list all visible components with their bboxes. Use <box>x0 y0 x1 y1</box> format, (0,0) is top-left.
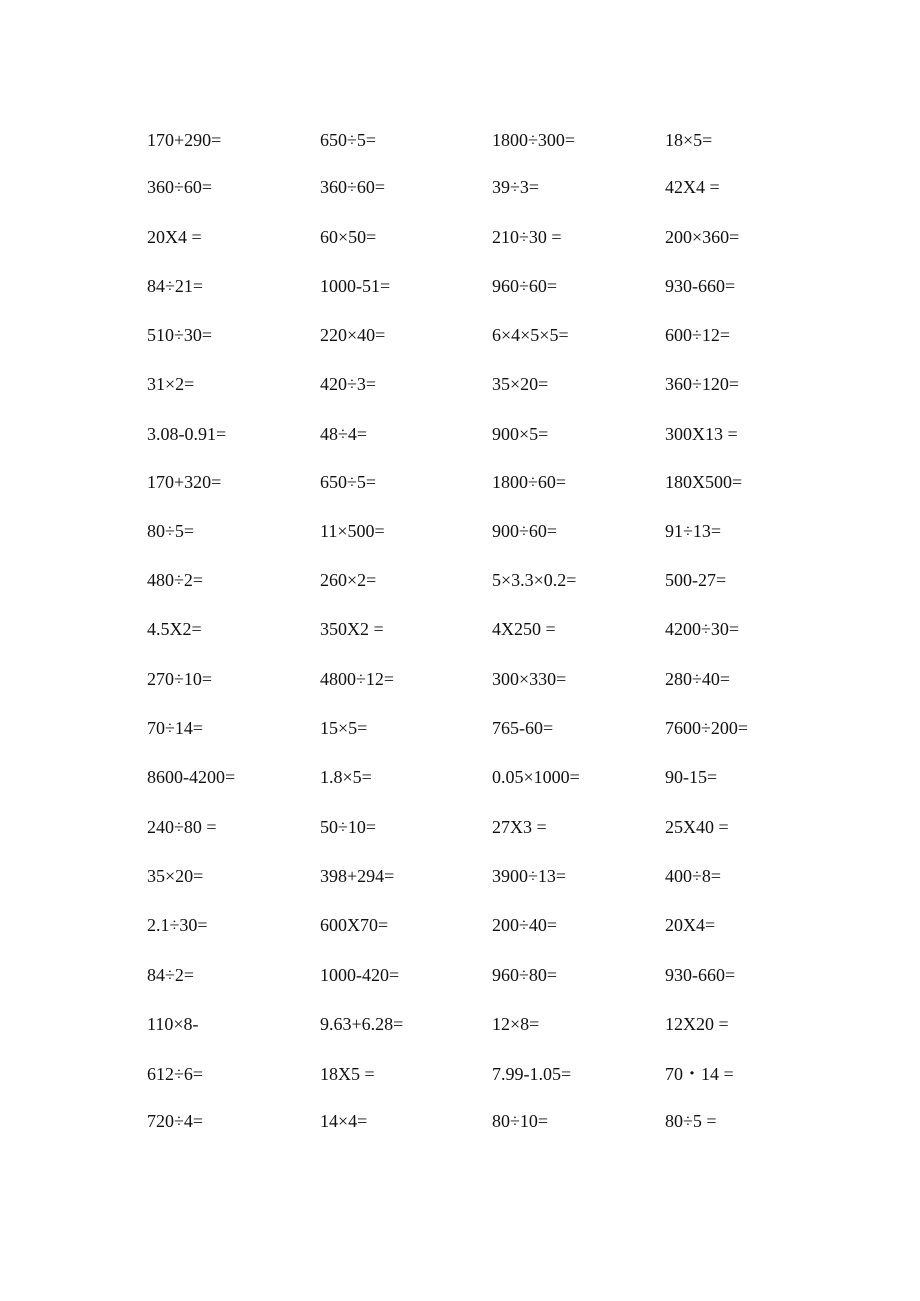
math-problem: 14×4= <box>320 1111 368 1131</box>
math-problem: 84÷21= <box>147 276 204 296</box>
problem-row <box>147 372 847 422</box>
math-problem: 12×8= <box>492 1014 540 1034</box>
problem-row <box>147 815 847 864</box>
problem-row <box>147 274 847 323</box>
math-problem: 18X5 = <box>320 1064 375 1084</box>
math-problem: 15×5= <box>320 718 368 738</box>
math-problem: 20X4= <box>665 915 716 935</box>
problem-row <box>147 128 847 175</box>
math-problem: 650÷5= <box>320 130 377 150</box>
math-problem: 1800÷300= <box>492 130 576 150</box>
math-problem: 4X250 = <box>492 619 556 639</box>
math-problem: 612÷6= <box>147 1064 204 1084</box>
math-problem: 12X20 = <box>665 1014 729 1034</box>
problem-row <box>147 568 847 617</box>
math-problem: 35×20= <box>492 374 549 394</box>
math-problem: 360÷120= <box>665 374 740 394</box>
math-problem: 20X4 = <box>147 227 202 247</box>
math-problem: 4.5X2= <box>147 619 202 639</box>
math-problem: 200×360= <box>665 227 740 247</box>
math-problem: 400÷8= <box>665 866 722 886</box>
math-problem: 280÷40= <box>665 669 731 689</box>
problem-row <box>147 765 847 815</box>
math-problem: 91÷13= <box>665 521 722 541</box>
math-problem: 1.8×5= <box>320 767 372 787</box>
math-problem: 80÷10= <box>492 1111 549 1131</box>
problem-row <box>147 667 847 716</box>
math-problem: 60×50= <box>320 227 377 247</box>
math-problem: 960÷80= <box>492 965 558 985</box>
math-problem: 5×3.3×0.2= <box>492 570 577 590</box>
math-problem: 7.99-1.05= <box>492 1064 572 1084</box>
math-problem: 80÷5 = <box>665 1111 717 1131</box>
math-problem: 900×5= <box>492 424 549 444</box>
math-problem: 35×20= <box>147 866 204 886</box>
math-problem: 50÷10= <box>320 817 377 837</box>
math-problem: 720÷4= <box>147 1111 204 1131</box>
problem-row <box>147 716 847 765</box>
math-problem: 398+294= <box>320 866 395 886</box>
math-problem: 960÷60= <box>492 276 558 296</box>
math-problem: 420÷3= <box>320 374 377 394</box>
math-problem: 110×8- <box>147 1014 199 1034</box>
math-problem: 930-660= <box>665 965 736 985</box>
problem-row <box>147 1062 847 1109</box>
math-problem: 1000-420= <box>320 965 400 985</box>
problem-row <box>147 519 847 568</box>
math-problem: 31×2= <box>147 374 195 394</box>
math-problem: 7600÷200= <box>665 718 749 738</box>
math-problem: 480÷2= <box>147 570 204 590</box>
math-problem: 240÷80 = <box>147 817 217 837</box>
math-problem: 300×330= <box>492 669 567 689</box>
math-problem: 2.1÷30= <box>147 915 208 935</box>
math-problem: 42X4 = <box>665 177 720 197</box>
math-problem: 70÷14= <box>147 718 204 738</box>
math-problem: 25X40 = <box>665 817 729 837</box>
math-problem: 220×40= <box>320 325 386 345</box>
math-problem: 39÷3= <box>492 177 540 197</box>
math-problem: 270÷10= <box>147 669 213 689</box>
problem-row <box>147 1012 847 1062</box>
math-problem: 180X500= <box>665 472 743 492</box>
math-problem: 3.08-0.91= <box>147 424 227 444</box>
math-problem: 8600-4200= <box>147 767 236 787</box>
math-problem: 930-660= <box>665 276 736 296</box>
problem-row <box>147 323 847 372</box>
math-problem: 1000-51= <box>320 276 391 296</box>
math-problem: 90-15= <box>665 767 718 787</box>
math-problem: 765-60= <box>492 718 554 738</box>
math-problem: 170+320= <box>147 472 222 492</box>
math-problem: 11×500= <box>320 521 385 541</box>
math-problem: 84÷2= <box>147 965 195 985</box>
problem-sheet <box>147 128 847 1158</box>
problem-row <box>147 422 847 470</box>
math-problem: 6×4×5×5= <box>492 325 569 345</box>
math-problem: 650÷5= <box>320 472 377 492</box>
math-problem: 510÷30= <box>147 325 213 345</box>
math-problem: 200÷40= <box>492 915 558 935</box>
math-problem: 0.05×1000= <box>492 767 580 787</box>
problem-row <box>147 470 847 519</box>
problem-row <box>147 963 847 1012</box>
problem-row <box>147 913 847 963</box>
math-problem: 600X70= <box>320 915 389 935</box>
math-problem: 500-27= <box>665 570 727 590</box>
math-problem: 9.63+6.28= <box>320 1014 404 1034</box>
math-problem: 27X3 = <box>492 817 547 837</box>
problem-row <box>147 225 847 274</box>
math-problem: 3900÷13= <box>492 866 567 886</box>
math-problem: 70・14 = <box>665 1064 734 1084</box>
math-problem: 260×2= <box>320 570 377 590</box>
math-problem: 300X13 = <box>665 424 738 444</box>
math-problem: 18×5= <box>665 130 713 150</box>
math-problem: 80÷5= <box>147 521 195 541</box>
problem-row <box>147 175 847 225</box>
math-problem: 900÷60= <box>492 521 558 541</box>
math-problem: 1800÷60= <box>492 472 567 492</box>
math-problem: 48÷4= <box>320 424 368 444</box>
problem-row <box>147 617 847 667</box>
math-problem: 360÷60= <box>147 177 213 197</box>
math-problem: 4800÷12= <box>320 669 395 689</box>
problem-row <box>147 864 847 913</box>
math-problem: 350X2 = <box>320 619 384 639</box>
math-problem: 360÷60= <box>320 177 386 197</box>
math-problem: 600÷12= <box>665 325 731 345</box>
math-problem: 170+290= <box>147 130 222 150</box>
math-problem: 210÷30 = <box>492 227 562 247</box>
problem-row <box>147 1109 847 1158</box>
math-problem: 4200÷30= <box>665 619 740 639</box>
